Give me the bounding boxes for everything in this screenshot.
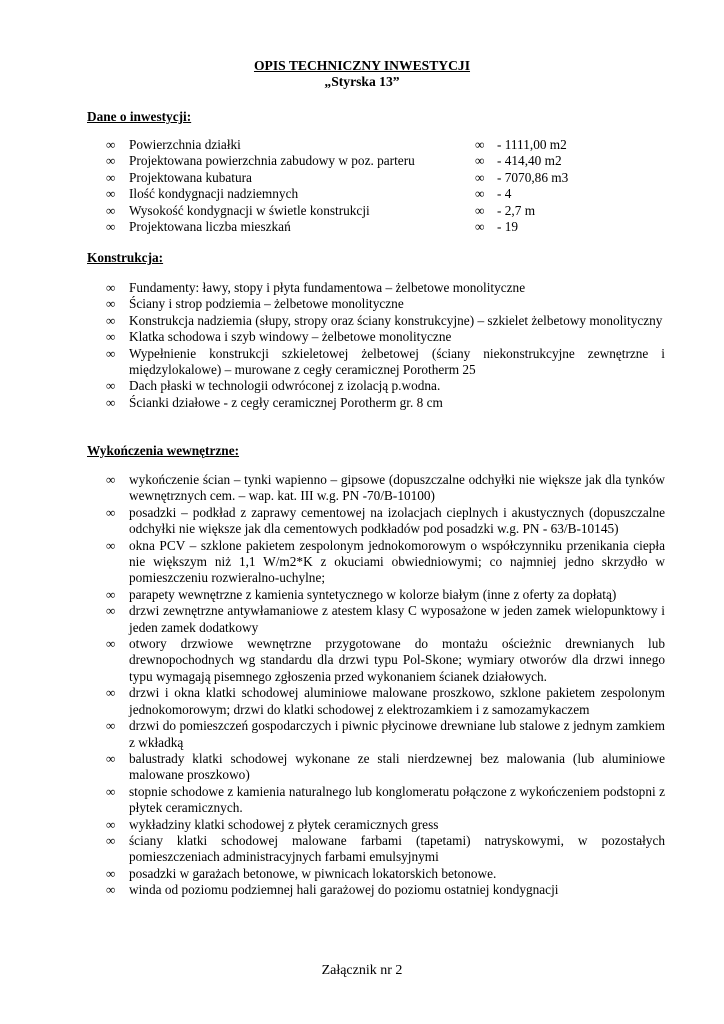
bullet-icon: ∞ [106, 685, 116, 701]
item-text: wykładziny klatki schodowej z płytek ceramicznych gress [129, 816, 439, 832]
item-text: posadzki w garażach betonowe, w piwnicach lokatorskich betonowe. [129, 865, 497, 881]
bullet-icon: ∞ [106, 345, 116, 361]
list-item [106, 603, 665, 636]
list-item [106, 395, 665, 411]
item-label: Powierzchnia działki [129, 137, 241, 152]
title-line-2: „Styrska 13” [324, 74, 400, 90]
bullet-icon: ∞ [106, 218, 116, 234]
bullet-icon: ∞ [475, 186, 485, 202]
item-text: winda od poziomu podziemnej hali garażowej do poziomu ostatniej kondygnacji [129, 882, 559, 898]
bullet-icon: ∞ [106, 636, 116, 652]
bullet-icon: ∞ [475, 169, 485, 185]
list-item [106, 329, 665, 345]
bullet-icon: ∞ [106, 186, 116, 202]
section-heading-construction: Konstrukcja: [87, 250, 164, 265]
bullet-icon: ∞ [106, 280, 116, 295]
list-item [106, 378, 665, 394]
document-title [0, 58, 724, 91]
item-value: - 7070,86 m3 [497, 169, 569, 185]
list-item [106, 784, 665, 817]
bullet-icon: ∞ [106, 783, 116, 799]
item-value: - 414,40 m2 [497, 153, 562, 169]
item-text: otwory drzwiowe wewnętrzne przygotowane do montażu ościeżnic drewnianych lub drewnopochodnych wg standardu dla drzwi typu Pol-Skone; wymiary otworów dla drzwi innego typu wymagają pisemnego zgłoszenia przed wykonaniem ścianek działowych. [129, 636, 665, 684]
item-value: - 4 [497, 186, 512, 202]
item-text: Klatka schodowa i szyb windowy – żelbetowe monolityczne [129, 329, 452, 345]
item-label: Projektowana liczba mieszkań [129, 218, 291, 234]
bullet-icon: ∞ [106, 603, 116, 619]
list-item [106, 296, 665, 312]
item-text: Konstrukcja nadziemia (słupy, stropy oraz ściany konstrukcyjne) – szkielet żelbetowy monolityczny [129, 312, 663, 328]
list-item [106, 137, 626, 153]
bullet-icon: ∞ [106, 137, 116, 152]
item-value: - 19 [497, 218, 519, 234]
list-item [106, 313, 665, 329]
bullet-icon: ∞ [475, 153, 485, 169]
item-text: Dach płaski w technologii odwróconej z izolacją p.wodna. [129, 378, 441, 394]
list-item [106, 538, 665, 587]
item-text: balustrady klatki schodowej wykonane ze stali nierdzewnej bez malowania (lub aluminiowe malowane proszkowo) [129, 750, 665, 783]
title-line-1: OPIS TECHNICZNY INWESTYCJI [253, 58, 471, 73]
item-text: drzwi do pomieszczeń gospodarczych i piwnic płycinowe drewniane lub stalowe z jednym zamkiem z wkładką [129, 718, 665, 750]
list-item [106, 866, 665, 882]
section-heading-finishes: Wykończenia wewnętrzne: [87, 443, 240, 458]
bullet-icon: ∞ [106, 832, 116, 848]
list-item [106, 636, 665, 685]
list-item [106, 346, 665, 379]
item-text: drzwi zewnętrzne antywłamaniowe z atestem klasy C wyposażone w jeden zamek wielopunktowy i jeden zamek dodatkowy [129, 603, 665, 635]
list-item [106, 882, 665, 898]
bullet-icon: ∞ [106, 865, 116, 881]
bullet-icon: ∞ [106, 312, 116, 328]
list-item [106, 505, 665, 538]
list-item [106, 186, 626, 202]
bullet-icon: ∞ [106, 472, 116, 487]
item-text: Ściany i strop podziemia – żelbetowe monolityczne [129, 296, 404, 312]
bullet-icon: ∞ [106, 329, 116, 345]
item-text: okna PCV – szklone pakietem zespolonym jednokomorowym o współczynniku przenikania ciepła nie większym niż 1,1 W/m2*K z okuciami obwiedniowymi; co najmniej jedno skrzydło w pomieszczeniu rozwieralno-uchylne; [129, 537, 665, 586]
list-item [106, 833, 665, 866]
bullet-icon: ∞ [106, 718, 116, 734]
list-item [106, 203, 626, 219]
finishes-list [106, 472, 665, 899]
bullet-icon: ∞ [475, 218, 485, 234]
bullet-icon: ∞ [106, 296, 116, 312]
bullet-icon: ∞ [106, 586, 116, 602]
item-label: Projektowana kubatura [129, 169, 252, 185]
bullet-icon: ∞ [106, 202, 116, 218]
item-value: - 1111,00 m2 [497, 137, 567, 152]
bullet-icon: ∞ [106, 504, 116, 520]
construction-list [106, 280, 665, 411]
list-item [106, 219, 626, 235]
list-item [106, 751, 665, 784]
bullet-icon: ∞ [106, 750, 116, 766]
bullet-icon: ∞ [475, 137, 485, 152]
item-text: wykończenie ścian – tynki wapienno – gipsowe (dopuszczalne odchyłki nie większe jak dla tynków wewnętrznych cem. – wap. kat. III w.g. PN -70/B-10100) [129, 472, 665, 504]
list-item [106, 472, 665, 505]
attachment-label: Załącznik nr 2 [321, 963, 403, 978]
item-text: Ścianki działowe - z cegły ceramicznej Porotherm gr. 8 cm [129, 394, 443, 410]
bullet-icon: ∞ [106, 394, 116, 410]
item-text: ściany klatki schodowej malowane farbami (tapetami) natryskowymi, w pozostałych pomieszczeniach administracyjnych farbami emulsyjnymi [129, 832, 665, 865]
item-text: drzwi i okna klatki schodowej aluminiowe malowane proszkowo, szklone pakietem zespolonym jednokomorowym; drzwi do klatki schodowej z elektrozamkiem i z samozamykaczem [129, 685, 665, 717]
list-item [106, 280, 665, 296]
section-heading-investment: Dane o inwestycji: [87, 109, 192, 124]
list-item [106, 587, 665, 603]
list-item [106, 685, 665, 718]
bullet-icon: ∞ [106, 816, 116, 832]
bullet-icon: ∞ [106, 153, 116, 169]
investment-data-list [106, 137, 626, 235]
item-text: parapety wewnętrzne z kamienia syntetycznego w kolorze białym (inne z oferty za dopłatą) [129, 586, 617, 602]
bullet-icon: ∞ [475, 202, 485, 218]
item-text: Wypełnienie konstrukcji szkieletowej żelbetowej (ściany niekonstrukcyjne zewnętrzne i międzylokalowe) – murowane z cegły ceramicznej Porotherm 25 [129, 345, 665, 378]
item-label: Projektowana powierzchnia zabudowy w poz. parteru [129, 153, 415, 169]
list-item [106, 718, 665, 751]
item-value: - 2,7 m [497, 202, 536, 218]
bullet-icon: ∞ [106, 882, 116, 898]
item-text: Fundamenty: ławy, stopy i płyta fundamentowa – żelbetowe monolityczne [129, 280, 526, 295]
item-text: stopnie schodowe z kamienia naturalnego lub konglomeratu połączone z wykończeniem podstopni z płytek ceramicznych. [129, 783, 665, 816]
list-item [106, 170, 626, 186]
bullet-icon: ∞ [106, 537, 116, 553]
list-item [106, 817, 665, 833]
bullet-icon: ∞ [106, 378, 116, 394]
item-label: Wysokość kondygnacji w świetle konstrukcji [129, 202, 370, 218]
item-text: posadzki – podkład z zaprawy cementowej na izolacjach cieplnych i akustycznych (dopuszczalne odchyłki nie większe jak dla cementowych podkładów pod posadzki w.g. PN - 63/B-10145) [129, 504, 665, 537]
bullet-icon: ∞ [106, 169, 116, 185]
list-item [106, 153, 626, 169]
item-label: Ilość kondygnacji nadziemnych [129, 186, 299, 202]
